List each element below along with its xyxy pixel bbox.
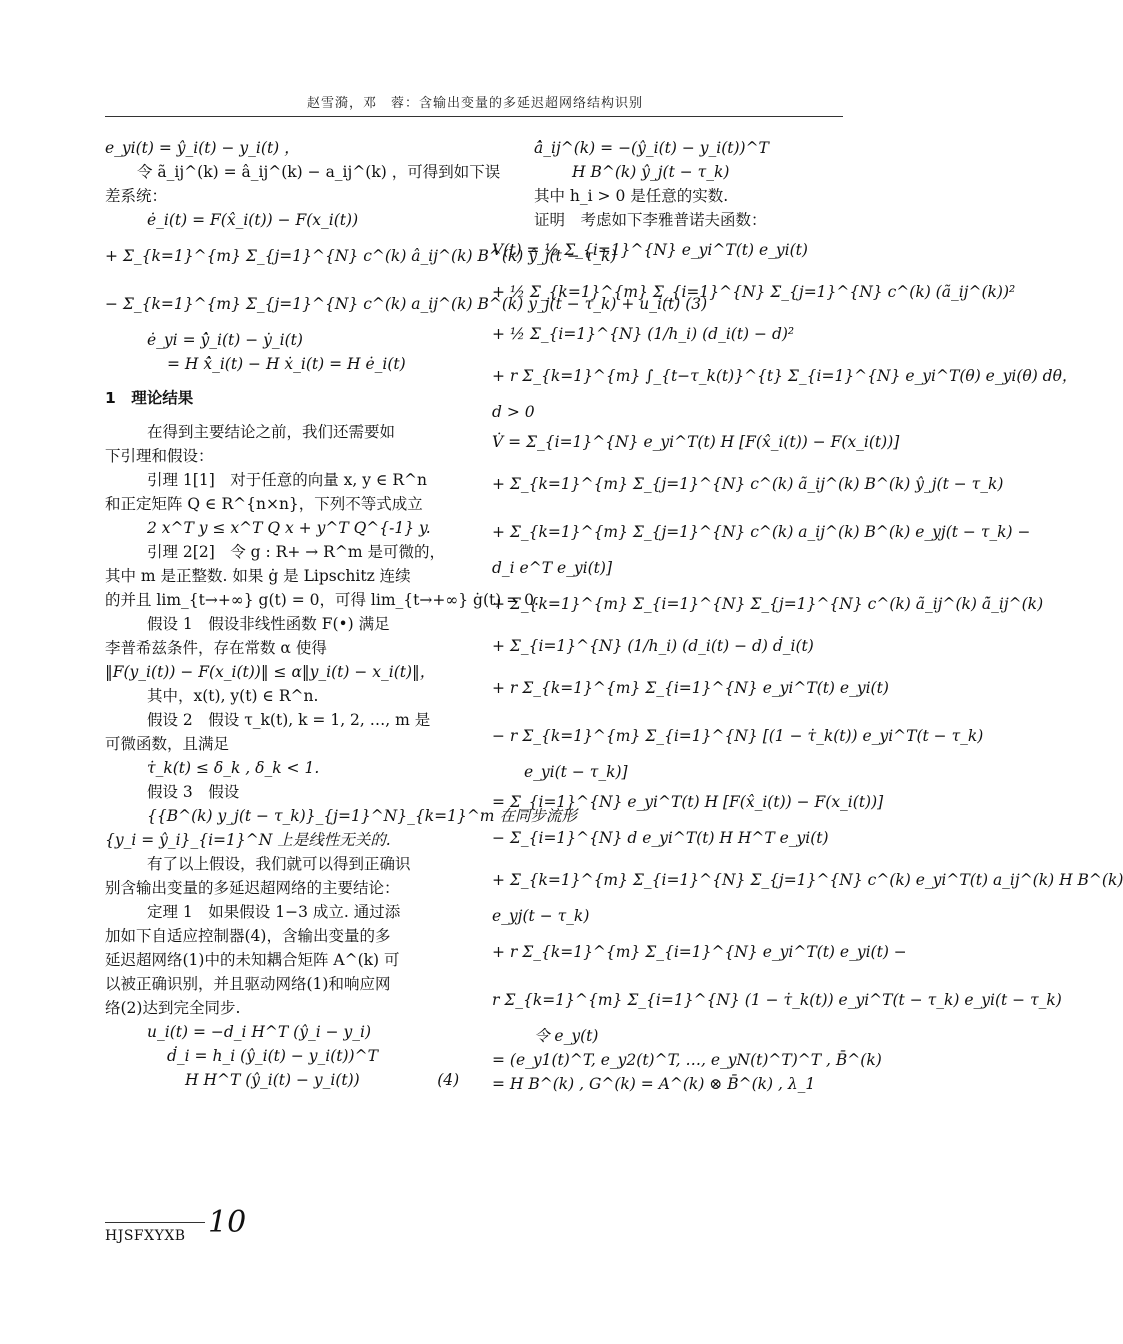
left-line: e_yi(t) = ŷ_i(t) − y_i(t) ， bbox=[105, 139, 300, 157]
left-line: 假设 2 假设 τ_k(t), k = 1, 2, …, m 是 bbox=[147, 711, 431, 729]
running-header: 赵雪漪，邓 蓉：含输出变量的多延迟超网络结构识别 bbox=[306, 96, 643, 111]
right-line: H B^(k) ŷ_j(t − τ_k) bbox=[572, 163, 730, 181]
right-line: r Σ_{k=1}^{m} Σ_{i=1}^{N} (1 − τ̇_k(t)) e_yi^T(t − τ_k) e_yi(t − τ_k) bbox=[492, 991, 1062, 1009]
left-line: τ̇_k(t) ≤ δ_k , δ_k < 1. bbox=[147, 759, 320, 777]
left-line: 可微函数，且满足 bbox=[105, 735, 230, 753]
left-line: 延迟超网络(1)中的未知耦合矩阵 A^(k) 可 bbox=[105, 951, 400, 969]
right-line: V(t) = ½ Σ_{i=1}^{N} e_yi^T(t) e_yi(t) bbox=[492, 241, 808, 259]
right-line: d_i e^T e_yi(t)] bbox=[492, 559, 612, 577]
left-line: + Σ_{k=1}^{m} Σ_{j=1}^{N} c^(k) â_ij^(k) B^(k) ŷ_j(t − τ_k) bbox=[105, 247, 617, 265]
right-line: + Σ_{k=1}^{m} Σ_{i=1}^{N} Σ_{j=1}^{N} c^(k) e_yi^T(t) a_ij^(k) H B^(k) bbox=[492, 871, 1123, 889]
left-line: ė_i(t) = F(x̂_i(t)) − F(x_i(t)) bbox=[147, 211, 359, 229]
right-line: + Σ_{k=1}^{m} Σ_{j=1}^{N} c^(k) ã_ij^(k) B^(k) ŷ_j(t − τ_k) bbox=[492, 475, 1004, 493]
right-line: + Σ_{k=1}^{m} Σ_{j=1}^{N} c^(k) a_ij^(k) B^(k) e_yj(t − τ_k) − bbox=[492, 523, 1031, 541]
right-line: + ½ Σ_{k=1}^{m} Σ_{i=1}^{N} Σ_{j=1}^{N} c^(k) (ã_ij^(k))² bbox=[492, 283, 1016, 301]
left-line: 李普希兹条件，存在常数 α 使得 bbox=[105, 639, 327, 657]
right-line: â̇_ij^(k) = −(ŷ_i(t) − y_i(t))^T bbox=[534, 139, 769, 157]
left-line: 引理 2[2] 令 g : R+ → R^m 是可微的， bbox=[147, 543, 445, 561]
footer-rule bbox=[105, 1222, 205, 1223]
left-line: 假设 3 假设 bbox=[147, 783, 240, 801]
right-line: + Σ_{k=1}^{m} Σ_{i=1}^{N} Σ_{j=1}^{N} c^(k) ã_ij^(k) ã̇_ij^(k) bbox=[492, 595, 1044, 613]
right-line: + r Σ_{k=1}^{m} Σ_{i=1}^{N} e_yi^T(t) e_yi(t) bbox=[492, 679, 889, 697]
left-line: 其中 m 是正整数. 如果 ġ 是 Lipschitz 连续 bbox=[105, 567, 411, 585]
right-line: = Σ_{i=1}^{N} e_yi^T(t) H [F(x̂_i(t)) − F(x_i(t))] bbox=[492, 793, 884, 811]
right-line: = H B^(k) , G^(k) = A^(k) ⊗ B̄^(k) , λ_1 bbox=[492, 1075, 816, 1093]
header-rule bbox=[105, 116, 843, 117]
left-line: 定理 1 如果假设 1−3 成立. 通过添 bbox=[147, 903, 401, 921]
right-line: d > 0 bbox=[492, 403, 535, 421]
left-line: ḋ_i = h_i (ŷ_i(t) − y_i(t))^T bbox=[167, 1047, 378, 1065]
left-line: 在得到主要结论之前，我们还需要如 bbox=[147, 423, 396, 441]
left-line: ė_yi = ẏ̂_i(t) − ẏ_i(t) bbox=[147, 331, 303, 349]
right-line: V̇ = Σ_{i=1}^{N} e_yi^T(t) H [F(x̂_i(t)) − F(x_i(t))] bbox=[492, 433, 900, 451]
left-line: 和正定矩阵 Q ∈ R^{n×n}，下列不等式成立 bbox=[105, 495, 423, 513]
left-line: u_i(t) = −d_i H^T (ŷ_i − y_i) bbox=[147, 1023, 372, 1041]
right-line: + r Σ_{k=1}^{m} ∫_{t−τ_k(t)}^{t} Σ_{i=1}^{N} e_yi^T(θ) e_yi(θ) dθ， bbox=[492, 367, 1078, 385]
left-line: 络(2)达到完全同步. bbox=[105, 999, 241, 1017]
right-column bbox=[492, 136, 1123, 1096]
left-line: 令 ã_ij^(k) = â_ij^(k) − a_ij^(k) ，可得到如下误 bbox=[137, 163, 501, 181]
right-line: 令 e_y(t) bbox=[534, 1027, 599, 1045]
left-line: − Σ_{k=1}^{m} Σ_{j=1}^{N} c^(k) a_ij^(k) B^(k) y_j(t − τ_k) + u_i(t) (3) bbox=[105, 295, 708, 313]
right-line: e_yi(t − τ_k)] bbox=[524, 763, 628, 781]
right-line: + r Σ_{k=1}^{m} Σ_{i=1}^{N} e_yi^T(t) e_yi(t) − bbox=[492, 943, 907, 961]
left-line: 的并且 lim_{t→+∞} g(t) = 0，可得 lim_{t→+∞} ġ(t) = 0. bbox=[105, 591, 539, 609]
right-line: = (e_y1(t)^T, e_y2(t)^T, …, e_yN(t)^T)^T , B̄^(k) bbox=[492, 1051, 882, 1069]
left-line: 假设 1 假设非线性函数 F(•) 满足 bbox=[147, 615, 390, 633]
left-line: H H^T (ŷ_i(t) − y_i(t)) (4) bbox=[185, 1071, 460, 1089]
left-line: 加如下自适应控制器(4)，含输出变量的多 bbox=[105, 927, 391, 945]
right-line: 证明 考虑如下李雅普诺夫函数： bbox=[534, 211, 767, 229]
left-line: ‖F(y_i(t)) − F(x_i(t))‖ ≤ α‖y_i(t) − x_i(t)‖， bbox=[105, 663, 436, 681]
left-line: {{B^(k) y_j(t − τ_k)}_{j=1}^N}_{k=1}^m 在同步流形 bbox=[147, 807, 577, 825]
left-line: 引理 1[1] 对于任意的向量 x, y ∈ R^n bbox=[147, 471, 427, 489]
left-line: 2 x^T y ≤ x^T Q x + y^T Q^{-1} y. bbox=[147, 519, 431, 537]
left-line: 有了以上假设，我们就可以得到正确识 bbox=[147, 855, 411, 873]
left-line: = H ẋ̂_i(t) − H ẋ_i(t) = H ė_i(t) bbox=[167, 355, 406, 373]
right-line: − r Σ_{k=1}^{m} Σ_{i=1}^{N} [(1 − τ̇_k(t)) e_yi^T(t − τ_k) bbox=[492, 727, 984, 745]
left-line: {y_i = ŷ_i}_{i=1}^N 上是线性无关的. bbox=[105, 831, 391, 849]
right-line: + ½ Σ_{i=1}^{N} (1/h_i) (d_i(t) − d)² bbox=[492, 325, 795, 343]
right-line: − Σ_{i=1}^{N} d e_yi^T(t) H H^T e_yi(t) bbox=[492, 829, 829, 847]
left-line: 其中，x(t), y(t) ∈ R^n. bbox=[147, 687, 319, 705]
right-line: e_yj(t − τ_k) bbox=[492, 907, 590, 925]
left-line: 1 理论结果 bbox=[105, 389, 194, 407]
left-line: 下引理和假设： bbox=[105, 447, 214, 465]
right-line: + Σ_{i=1}^{N} (1/h_i) (d_i(t) − d) ḋ_i(t) bbox=[492, 637, 814, 655]
left-line: 别含输出变量的多延迟超网络的主要结论： bbox=[105, 879, 400, 897]
left-line: 以被正确识别，并且驱动网络(1)和响应网 bbox=[105, 975, 391, 993]
left-line: 差系统： bbox=[105, 187, 168, 205]
right-line: 其中 h_i > 0 是任意的实数. bbox=[534, 187, 729, 205]
journal-abbrev: HJSFXYXB bbox=[105, 1228, 186, 1244]
page-number: 10 bbox=[208, 1205, 247, 1240]
